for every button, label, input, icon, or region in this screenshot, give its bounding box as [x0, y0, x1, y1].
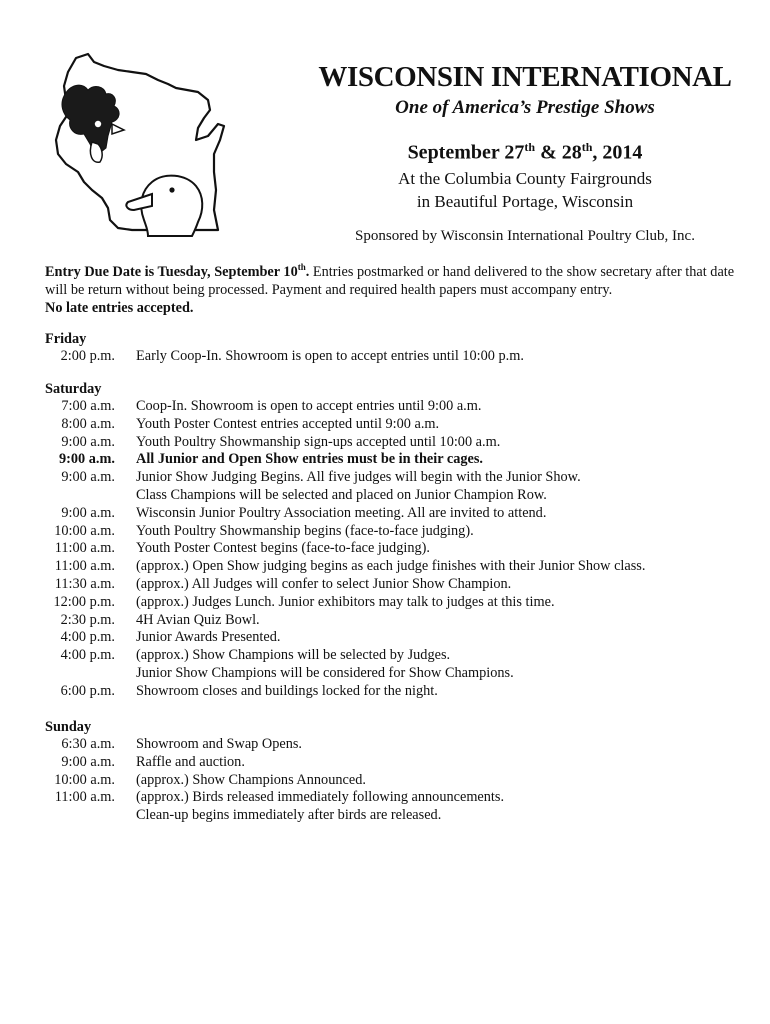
schedule-row — [45, 594, 735, 612]
schedule-row — [45, 487, 735, 505]
entry-notice — [45, 258, 735, 317]
schedule-description: Youth Poster Contest begins (face-to-face judging). — [136, 540, 430, 557]
schedule-description: (approx.) Show Champions will be selected by Judges. — [136, 647, 451, 664]
schedule-description: Clean-up begins immediately after birds are released. — [136, 807, 442, 824]
schedule-time: 4:00 p.m. — [60, 647, 115, 664]
saturday-schedule — [45, 380, 735, 701]
day-title-friday: Friday — [45, 331, 87, 347]
show-logo — [48, 44, 288, 244]
schedule-time: 9:00 a.m. — [61, 504, 115, 521]
page-title: WISCONSIN INTERNATIONAL — [318, 61, 732, 93]
dates-amp: & 28 — [535, 141, 582, 164]
schedule-row — [45, 612, 735, 630]
schedule-description: Junior Awards Presented. — [136, 629, 281, 646]
schedule-time: 2:30 p.m. — [60, 611, 115, 628]
schedule-time: 11:00 a.m. — [54, 540, 115, 557]
schedule-row — [45, 576, 735, 594]
dates-sup-2: th — [581, 140, 593, 154]
duck-head-icon — [126, 176, 202, 236]
due-date-sup: th — [297, 262, 306, 272]
schedule-time: 12:00 p.m. — [53, 593, 115, 610]
schedule-description: (approx.) Show Champions Announced. — [136, 771, 366, 788]
schedule-description: Junior Show Judging Begins. All five judges will begin with the Junior Show. — [136, 469, 581, 486]
schedule-time: 10:00 a.m. — [54, 771, 115, 788]
schedule-time — [45, 807, 115, 825]
schedule-row — [45, 505, 735, 523]
schedule-row — [45, 754, 735, 772]
schedule-row — [45, 647, 735, 665]
venue-line-2: in Beautiful Portage, Wisconsin — [416, 191, 634, 211]
schedule-row — [45, 451, 735, 469]
schedule-description: Raffle and auction. — [136, 753, 245, 770]
schedule-time: 7:00 a.m. — [61, 398, 115, 414]
schedule-row — [45, 629, 735, 647]
schedule-row — [45, 772, 735, 790]
sunday-schedule — [45, 718, 735, 825]
notice-body: Entries postmarked or hand delivered to the show secretary after that date will be return without being processed. Payment and required health papers must accompany entry. — [45, 263, 735, 298]
tagline: One of America’s Prestige Shows — [395, 97, 655, 118]
schedule-time: 11:00 a.m. — [54, 789, 115, 806]
schedule-description: Youth Poultry Showmanship sign-ups accepted until 10:00 a.m. — [136, 433, 501, 450]
dates-month: September 27 — [407, 141, 525, 164]
dates-sup-1: th — [524, 140, 536, 154]
dates-year: , 2014 — [592, 141, 643, 164]
schedule-time: 6:30 a.m. — [61, 736, 115, 752]
schedule-description: Youth Poultry Showmanship begins (face-to-face judging). — [136, 522, 474, 539]
rooster-head-icon — [62, 85, 124, 162]
header-block — [280, 60, 770, 246]
schedule-description: Coop-In. Showroom is open to accept entries until 9:00 a.m. — [136, 398, 482, 414]
schedule-description: (approx.) Judges Lunch. Junior exhibitors may talk to judges at this time. — [136, 593, 555, 610]
schedule-row — [45, 665, 735, 683]
schedule-row — [45, 789, 735, 807]
schedule-description: Showroom closes and buildings locked for the night. — [136, 682, 438, 699]
schedule-row — [45, 558, 735, 576]
schedule-description: 4H Avian Quiz Bowl. — [136, 611, 260, 628]
schedule-row — [45, 523, 735, 541]
no-late-entries: No late entries accepted. — [45, 299, 194, 316]
schedule-row — [45, 807, 735, 825]
schedule-time: 8:00 a.m. — [61, 415, 115, 432]
schedule-description: Junior Show Champions will be considered for Show Champions. — [136, 664, 514, 681]
schedule-row — [45, 434, 735, 452]
venue-line-1: At the Columbia County Fairgrounds — [398, 168, 652, 188]
schedule-time — [45, 665, 115, 683]
due-date-lead: Entry Due Date is Tuesday, September 10 — [45, 263, 298, 280]
schedule-time: 4:00 p.m. — [60, 629, 115, 646]
show-dates — [280, 134, 770, 166]
schedule-description: Class Champions will be selected and placed on Junior Champion Row. — [136, 486, 547, 503]
due-date-period: . — [305, 263, 310, 280]
schedule-row — [45, 348, 735, 366]
schedule-time: 9:00 a.m. — [61, 469, 115, 486]
schedule-time: 9:00 a.m. — [61, 433, 115, 450]
schedule-row — [45, 540, 735, 558]
schedule-description: (approx.) Open Show judging begins as each judge finishes with their Junior Show class. — [136, 558, 646, 575]
schedule-time: 9:00 a.m. — [59, 451, 115, 468]
day-title-sunday: Sunday — [45, 719, 92, 735]
schedule-description: Wisconsin Junior Poultry Association meeting. All are invited to attend. — [136, 504, 547, 521]
schedule-row — [45, 736, 735, 754]
sponsor-line: Sponsored by Wisconsin International Poultry Club, Inc. — [355, 227, 695, 244]
day-title-saturday: Saturday — [45, 381, 102, 397]
schedule-row — [45, 469, 735, 487]
schedule-description: Early Coop-In. Showroom is open to accept entries until 10:00 p.m. — [136, 348, 524, 364]
schedule-description: (approx.) All Judges will confer to select Junior Show Champion. — [136, 575, 512, 592]
schedule-description: Showroom and Swap Opens. — [136, 736, 302, 752]
schedule-row — [45, 416, 735, 434]
friday-schedule — [45, 330, 735, 366]
schedule-time — [45, 487, 115, 505]
schedule-row — [45, 398, 735, 416]
schedule-time: 11:30 a.m. — [54, 575, 115, 592]
schedule-time: 10:00 a.m. — [54, 522, 115, 539]
schedule-time: 2:00 p.m. — [60, 348, 115, 364]
schedule-row — [45, 683, 735, 701]
schedule-time: 11:00 a.m. — [54, 558, 115, 575]
schedule-description: Youth Poster Contest entries accepted until 9:00 a.m. — [136, 415, 440, 432]
schedule-time: 6:00 p.m. — [60, 682, 115, 699]
schedule-description: (approx.) Birds released immediately following announcements. — [136, 789, 505, 806]
schedule-description: All Junior and Open Show entries must be in their cages. — [136, 451, 483, 468]
schedule-time: 9:00 a.m. — [61, 753, 115, 770]
